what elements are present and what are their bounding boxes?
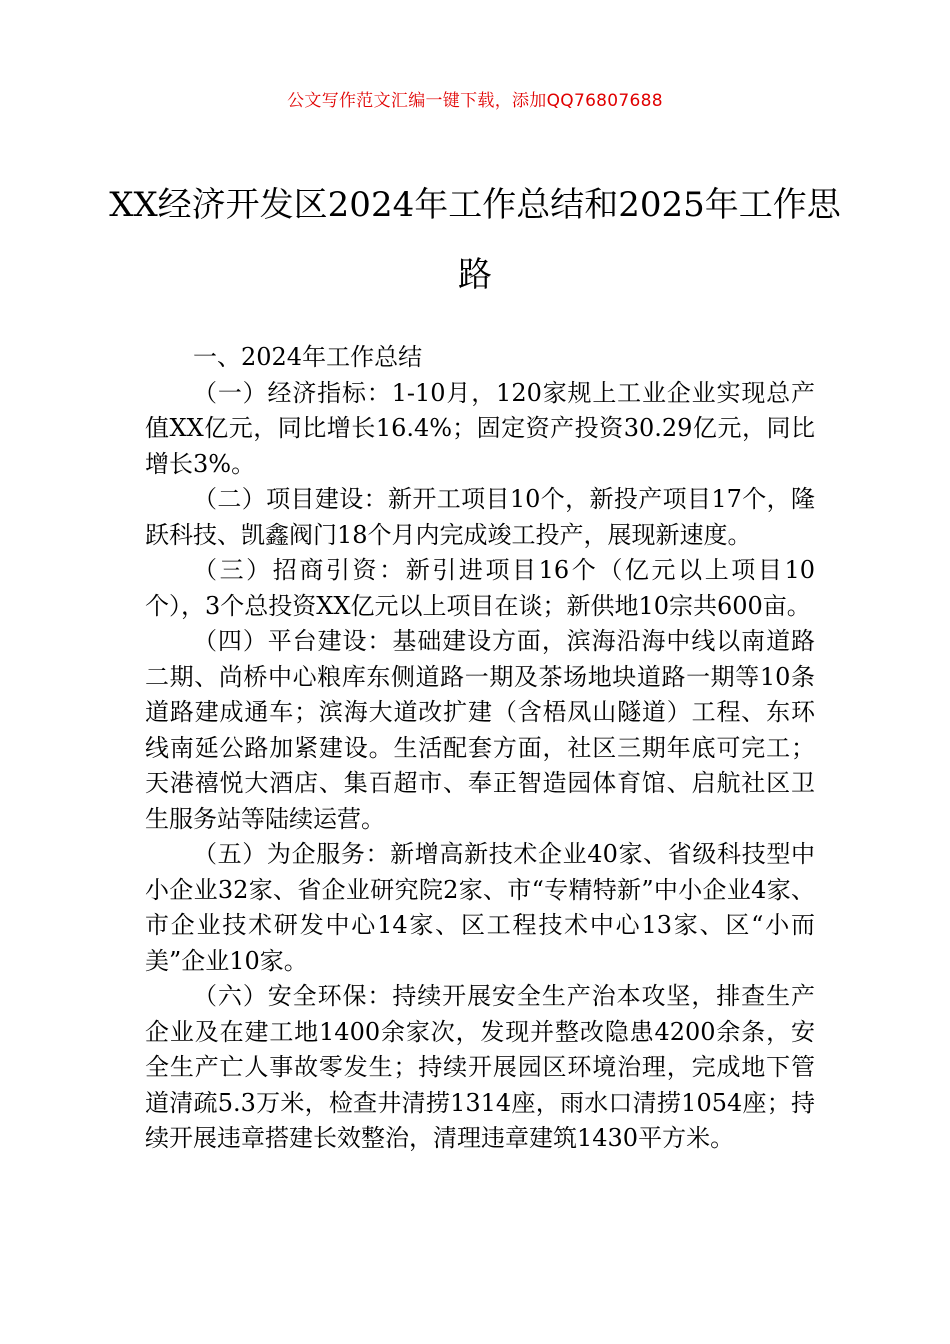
paragraph-platform-construction: （四）平台建设：基础建设方面，滨海沿海中线以南道路二期、尚桥中心粮库东侧道路一期及茶场地块道路一期等10条道路建成通车；滨海大道改扩建（含梧凤山隧道）工程、东环线南延公路加紧建设。生活配套方面，社区三期年底可完工；天港禧悦大酒店、集百超市、奉正智造园体育馆、启航社区卫生服务站等陆续运营。 [145, 627, 815, 833]
paragraph-safety-environment: （六）安全环保：持续开展安全生产治本攻坚，排查生产企业及在建工地1400余家次，发现并整改隐患4200余条，安全生产亡人事故零发生；持续开展园区环境治理，完成地下管道清疏5.3万米，检查井清捞1314座，雨水口清捞1054座；持续开展违章搭建长效整治，清理违章建筑1430平方米。 [145, 982, 815, 1152]
paragraph-economic-indicators: （一）经济指标：1-10月，120家规上工业企业实现总产值XX亿元，同比增长16.4%；固定资产投资30.29亿元，同比增长3%。 [145, 378, 815, 478]
paragraph-investment-attraction: （三）招商引资：新引进项目16个（亿元以上项目10个），3个总投资XX亿元以上项目在谈；新供地10宗共600亩。 [145, 556, 815, 620]
document-body [145, 340, 815, 1157]
download-notice: 公文写作范文汇编一键下载，添加QQ76807688 [287, 91, 663, 111]
document-title: XX经济开发区2024年工作总结和2025年工作思路 [109, 185, 841, 295]
section-heading: 一、2024年工作总结 [193, 343, 423, 371]
paragraph-enterprise-services: （五）为企服务：新增高新技术企业40家、省级科技型中小企业32家、省企业研究院2家、市“专精特新”中小企业4家、市企业技术研发中心14家、区工程技术中心13家、区“小而美”企业10家。 [145, 840, 815, 975]
paragraph-project-construction: （二）项目建设：新开工项目10个，新投产项目17个，隆跃科技、凯鑫阀门18个月内完成竣工投产，展现新速度。 [145, 485, 815, 549]
